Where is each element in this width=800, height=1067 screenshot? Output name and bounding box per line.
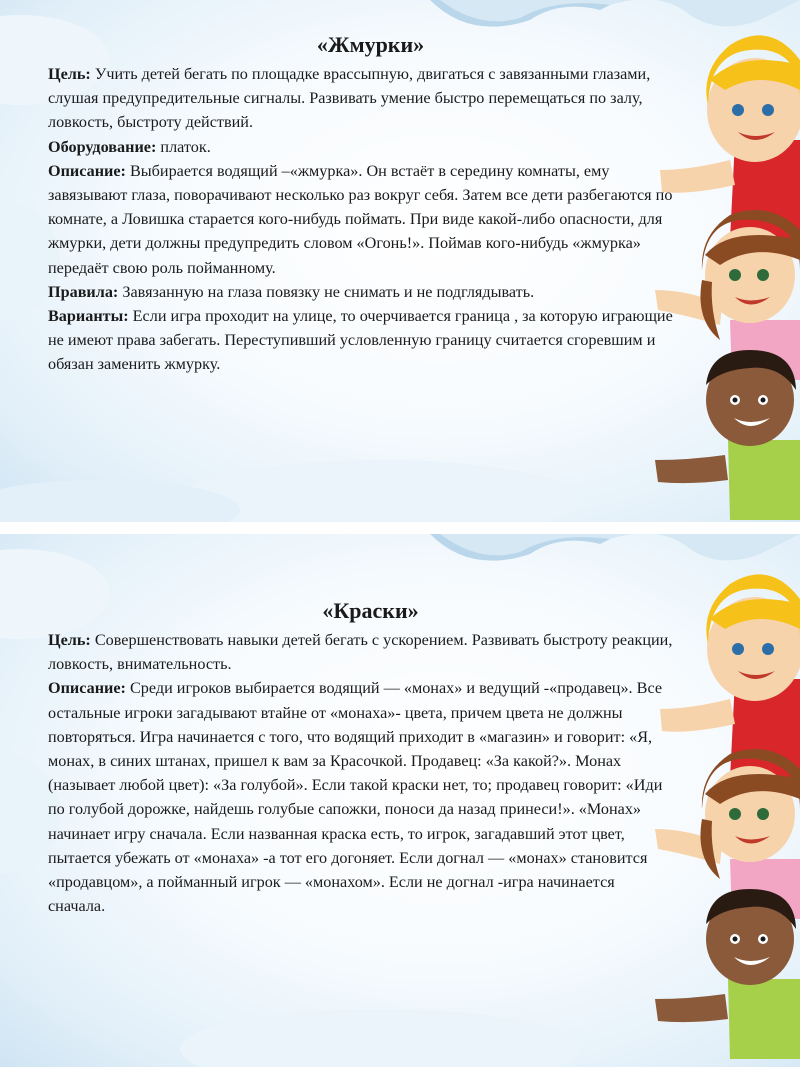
game-title: «Жмурки»	[316, 32, 425, 57]
kid-blond-illustration	[660, 35, 800, 240]
game-text-block	[48, 596, 673, 918]
kid-boy-illustration	[655, 350, 800, 520]
rules-text: Завязанную на глаза повязку не снимать и не подглядывать.	[118, 282, 535, 301]
description-paragraph	[48, 159, 673, 280]
equipment-paragraph	[48, 135, 673, 159]
game-card-kraski	[0, 534, 800, 1067]
goal-label: Цель:	[48, 631, 91, 649]
game-title: «Краски»	[322, 598, 419, 623]
goal-text: Учить детей бегать по площадке врассыпную, двигаться с завязанными глазами, слушая предупредительные сигналы. Развивать умение быстро перемещаться по залу, ловкость, быстроту действий.	[48, 65, 651, 132]
description-label: Описание:	[48, 161, 126, 180]
rules-label: Правила:	[48, 282, 119, 301]
equipment-text: платок.	[156, 137, 211, 156]
variants-paragraph	[48, 304, 673, 377]
rules-paragraph	[48, 280, 673, 304]
variants-text: Если игра проходит на улице, то очерчивается граница , за которую играющие не имеют права забегать. Переступивший условленную границу считается сгоревшим и обязан заменить жмурку.	[48, 307, 673, 374]
goal-paragraph	[48, 62, 673, 135]
goal-paragraph	[48, 628, 673, 676]
game-card-zhmurki	[0, 0, 800, 522]
equipment-label: Оборудование:	[48, 137, 157, 156]
goal-label: Цель:	[48, 65, 91, 83]
description-label: Описание:	[48, 679, 126, 698]
description-text: Среди игроков выбирается водящий — «монах» и ведущий -«продавец». Все остальные игроки загадывают втайне от «монаха»- цвета, причем цвета не должны повторяться. Игра начинается с того, что водящий приходит в «магазин» и говорит: «Я, монах, в синих штанах, пришел к вам за Красочкой. Продавец: «За какой?». Монах (называет любой цвет): «За голубой». Если такой краски нет, то; продавец говорит: «Иди по голубой дорожке, найдешь голубые сапожки, поноси да назад принеси!». «Монах» начинает игру сначала. Если названная краска есть, то игрок, загадавший этот цвет, пытается убежать от «монаха» -а тот его догоняет. Если догнал — «монах» становится «продавцом», а пойманный игрок — «монахом». Если не догнал -игра начинается сначала.	[48, 679, 663, 916]
description-paragraph	[48, 676, 673, 918]
goal-text: Совершенствовать навыки детей бегать с ускорением. Развивать быстроту реакции, ловкость, внимательность.	[48, 631, 673, 674]
description-text: Выбирается водящий –«жмурка». Он встаёт в середину комнаты, ему завязывают глаза, поворачивают несколько раз вокруг себя. Затем все дети разбегаются по комнате, а Ловишка старается кого-нибудь поймать. При виде какой-либо опасности, для жмурки, дети должны предупредить словом «Огонь!». Поймав кого-нибудь «жмурка» передаёт свою роль пойманному.	[48, 161, 673, 277]
variants-label: Варианты:	[48, 307, 129, 326]
kid-blond-illustration	[660, 574, 800, 779]
kid-boy-illustration	[655, 889, 800, 1059]
game-text-block	[48, 30, 673, 377]
